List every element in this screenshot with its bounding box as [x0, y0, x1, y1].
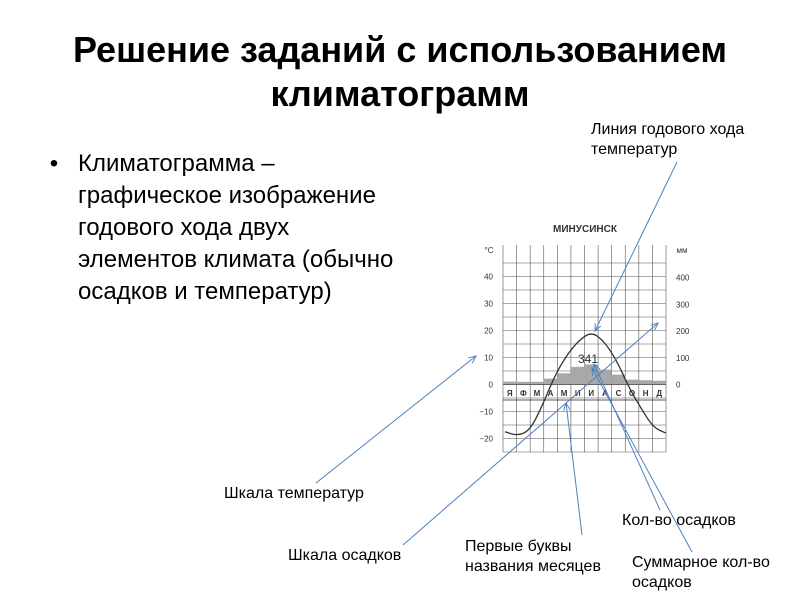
arrow-temp-line	[595, 162, 677, 331]
left-tick-label: −20	[479, 434, 493, 444]
right-tick-label: 0	[676, 380, 681, 390]
arrow-precip-scale	[403, 323, 658, 545]
month-label: О	[628, 389, 636, 398]
left-tick-label: 30	[484, 299, 493, 309]
month-label: С	[615, 389, 622, 398]
left-tick-label: 20	[484, 326, 493, 336]
callout-temp-scale	[224, 484, 364, 504]
left-tick-label: 0	[488, 380, 493, 390]
precipitation-bars	[503, 364, 666, 384]
arrow-precip-amount	[594, 364, 663, 510]
right-tick-label: 300	[676, 300, 690, 310]
callout-arrows	[316, 162, 692, 552]
precipitation-bar	[571, 367, 585, 385]
arrow-month-letters	[566, 403, 582, 535]
precipitation-bar	[544, 379, 558, 385]
right-tick-label: 200	[676, 327, 690, 337]
left-tick-label: −10	[479, 407, 493, 417]
precipitation-bar	[557, 373, 571, 384]
precipitation-bar	[652, 381, 666, 385]
callout-precip-total	[632, 553, 796, 593]
callout-precip-scale	[288, 546, 401, 566]
callout-temp-line-text: Линия годового хода температур	[591, 121, 745, 158]
callout-temp-scale-text: Шкала температур	[224, 485, 364, 502]
month-label: Ф	[519, 389, 527, 398]
arrow-temp-scale	[316, 356, 476, 483]
right-tick-label: 100	[676, 353, 690, 363]
precipitation-bar	[530, 382, 544, 385]
precipitation-bar	[517, 382, 531, 385]
precipitation-bar	[503, 382, 517, 385]
bullet-text: Климатограмма – графическое изображение годового хода двух элементов климата (обычно осадков и температур)	[78, 150, 394, 305]
left-tick-label: 40	[484, 272, 493, 282]
month-label: Д	[656, 389, 663, 398]
callout-precip-amount-text: Кол-во осадков	[622, 512, 736, 529]
right-tick-label: 400	[676, 273, 690, 283]
bullet-dot-icon: •	[49, 150, 59, 177]
slide-title: Решение заданий с использованием климатограмм	[72, 29, 728, 114]
month-label: И	[588, 389, 595, 398]
month-label: М	[560, 389, 568, 398]
callout-month-letters	[465, 537, 625, 577]
month-label: И	[574, 389, 581, 398]
month-label: Я	[506, 389, 513, 398]
callout-temp-line	[591, 120, 791, 160]
left-axis-unit: °С	[484, 246, 494, 255]
month-label: А	[601, 389, 608, 398]
callout-precip-total-text: Суммарное кол-во осадков	[632, 554, 770, 591]
chart-grid	[503, 245, 666, 452]
precipitation-bar	[639, 380, 653, 384]
left-tick-label: 10	[484, 353, 493, 363]
month-label: М	[533, 389, 541, 398]
right-axis-unit: мм	[676, 246, 688, 255]
month-label: Н	[642, 389, 649, 398]
total-precipitation-label: 341	[577, 352, 599, 366]
chart-title: МИНУСИНСК	[553, 224, 617, 235]
callout-month-letters-text: Первые буквы названия месяцев	[465, 538, 601, 575]
callout-precip-scale-text: Шкала осадков	[288, 547, 402, 564]
callout-precip-amount	[622, 511, 736, 531]
month-label: А	[547, 389, 554, 398]
